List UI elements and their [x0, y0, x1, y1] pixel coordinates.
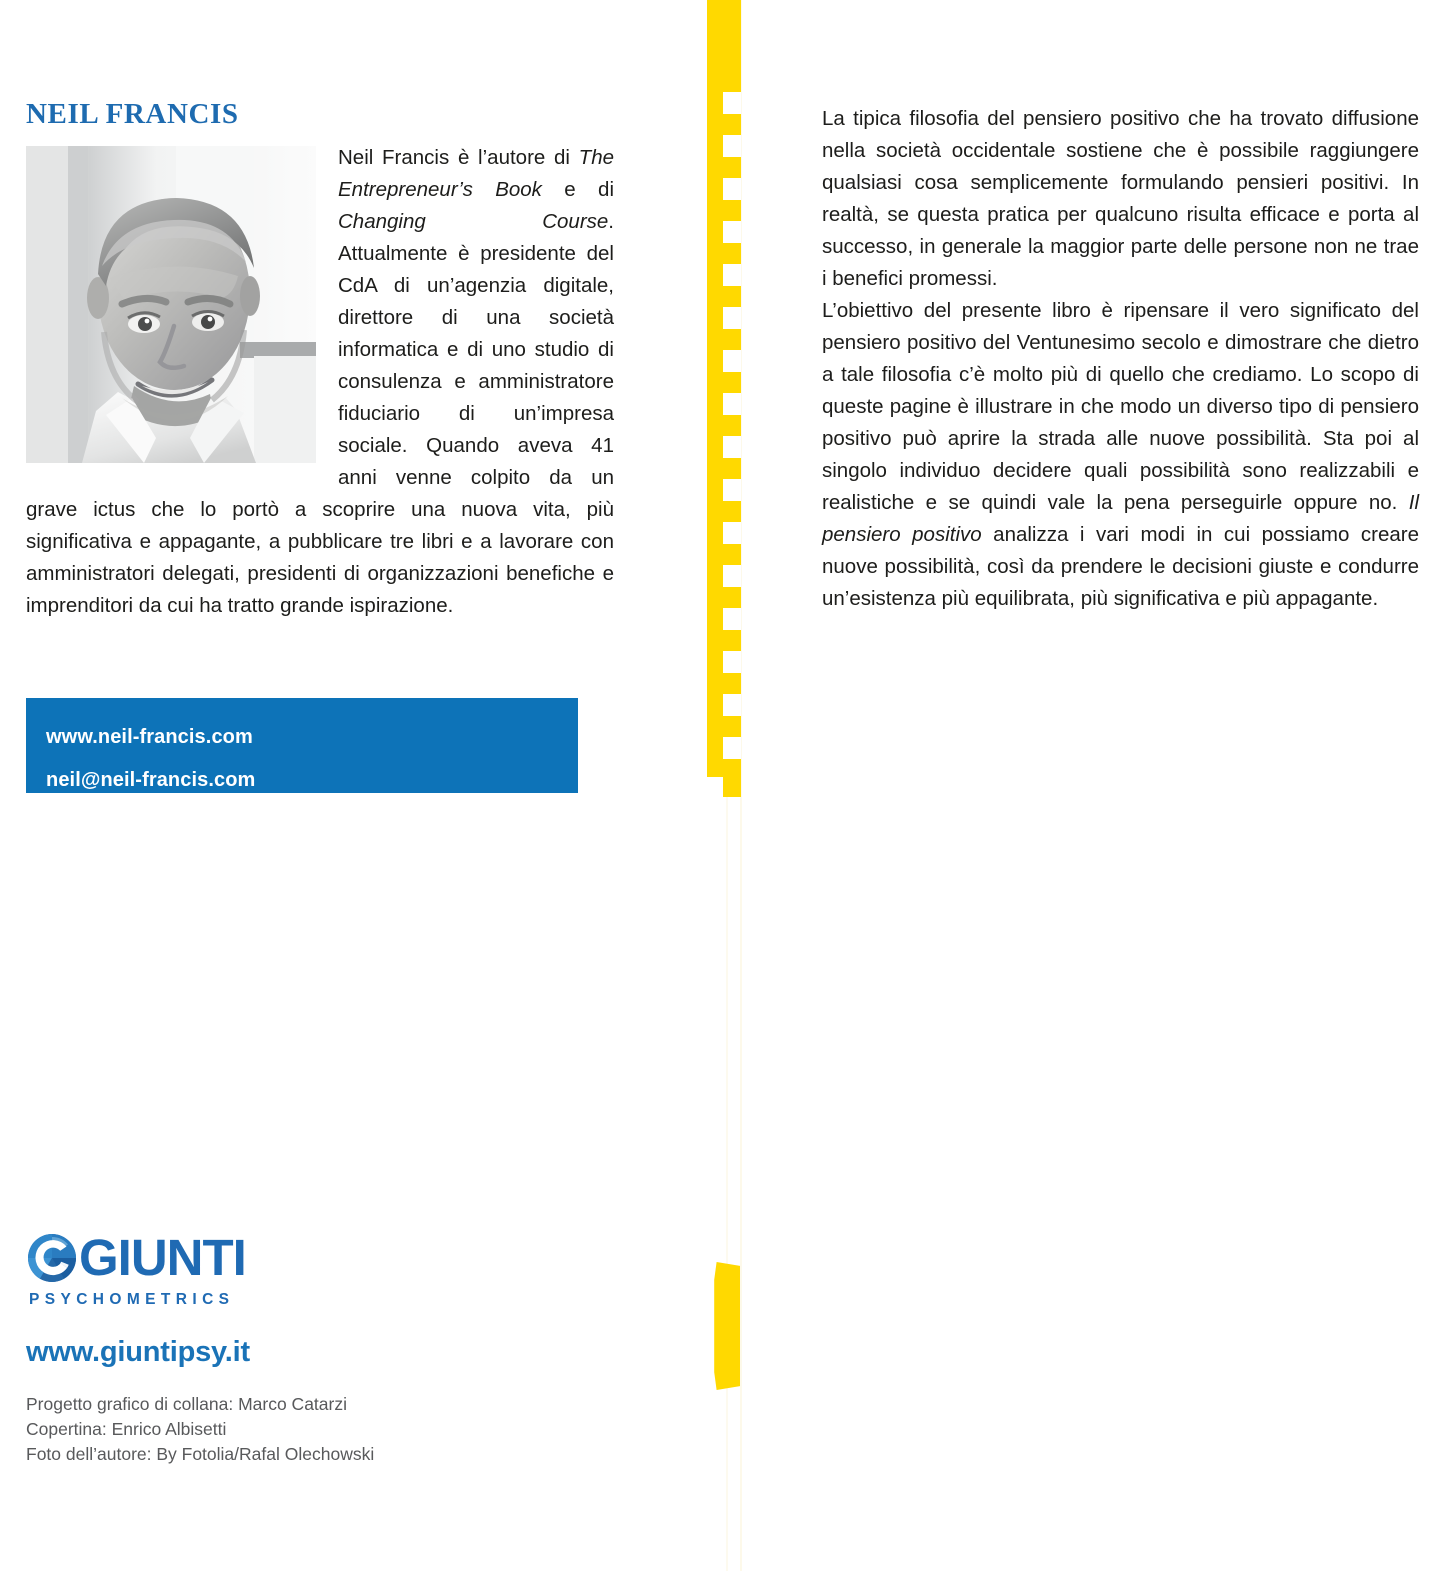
bio-text-3: . Attualmente è presidente del CdA di un’agenzia digitale, direttore di una società informatica e di uno studio di consulenza e amministratore fiduciario di un’impresa sociale. Quando aveva 41 anni venne colpito da un grave ictus che lo portò a scoprire una nuova vita, più significativa e appagante, a pubblicare tre libri e a lavorare con amministratori delegati, presidenti di organizzazioni benefiche e imprenditori da cui ha tratto grande ispirazione. — [26, 210, 614, 617]
book-title-entrepreneurs-book: The Entrepreneur’s Book — [338, 146, 614, 201]
author-website-link[interactable]: www.neil-francis.com — [46, 726, 253, 748]
spine-notch — [723, 92, 741, 114]
author-section — [26, 100, 614, 622]
spine-notch — [723, 264, 741, 286]
credits-block — [26, 1392, 374, 1467]
blurb-paragraph-1: La tipica filosofia del pensiero positivo che ha trovato diffusione nella società occidentale sostiene che è possibile raggiungere qualsiasi cosa semplicemente formulando pensieri positivi. In realtà, se questa pratica per qualcuno risulta efficace e porta al successo, in generale la maggior parte delle persone non ne trae i benefici promessi. — [822, 107, 1419, 290]
blurb-text-2: analizza i vari modi in cui possiamo creare nuove possibilità, così da prendere le decisioni giuste e condurre un’esistenza più equilibrata, più significativa e più appagante. — [822, 523, 1419, 610]
publisher-subtitle: PSYCHOMETRICS — [29, 1291, 235, 1308]
publisher-logo — [27, 1229, 327, 1309]
author-contact-box — [26, 698, 578, 793]
spine-notch — [723, 135, 741, 157]
author-photo — [26, 146, 316, 463]
spine-notch — [723, 350, 741, 372]
credit-line-photo: Foto dell’autore: By Fotolia/Rafal Olechowski — [26, 1444, 375, 1464]
spine-notch — [723, 651, 741, 673]
spine-notch — [723, 221, 741, 243]
book-blurb-section — [822, 103, 1419, 615]
giunti-globe-icon — [27, 1233, 77, 1283]
spine-notch — [723, 522, 741, 544]
book-title-changing-course: Changing Course — [338, 210, 609, 233]
spine-notch — [723, 436, 741, 458]
spine-notch — [723, 178, 741, 200]
spine-strip-foot — [707, 777, 723, 797]
book-title-il-pensiero-positivo: Il pensiero positivo — [822, 491, 1419, 546]
publisher-website-link[interactable]: www.giuntipsy.it — [26, 1336, 250, 1368]
spine-notch — [723, 608, 741, 630]
publisher-name: GIUNTI — [79, 1229, 246, 1286]
author-email-link[interactable]: neil@neil-francis.com — [46, 769, 256, 791]
spine-strip-top — [707, 0, 741, 797]
spine-notch — [723, 393, 741, 415]
blurb-text-1: L’obiettivo del presente libro è ripensare il vero significato del pensiero positivo del Ventunesimo secolo e dimostrare che dietro a tale filosofia c’è molto più di quello che crediamo. Lo scopo di queste pagine è illustrare in che modo un diverso tipo di pensiero positivo può aprire la strada alle nuove possibilità. Sta poi al singolo individuo decidere quali possibilità sono realizzabili e realistiche e se quindi vale la pena perseguirle oppure no. — [822, 299, 1419, 514]
spine-strip-bottom — [710, 1262, 740, 1390]
spine-notch — [723, 307, 741, 329]
spine-notch — [723, 565, 741, 587]
credit-line-cover: Copertina: Enrico Albisetti — [26, 1419, 227, 1439]
spine-notch — [723, 737, 741, 759]
spine-notch — [723, 694, 741, 716]
page-title: NEIL FRANCIS — [26, 98, 239, 130]
spine-notch — [723, 479, 741, 501]
credit-line-design: Progetto grafico di collana: Marco Catarzi — [26, 1394, 347, 1414]
blurb-paragraph-2 — [822, 295, 1419, 615]
bio-text-2: e di — [541, 178, 614, 201]
bio-text-1: Neil Francis è l’autore di — [338, 146, 579, 169]
